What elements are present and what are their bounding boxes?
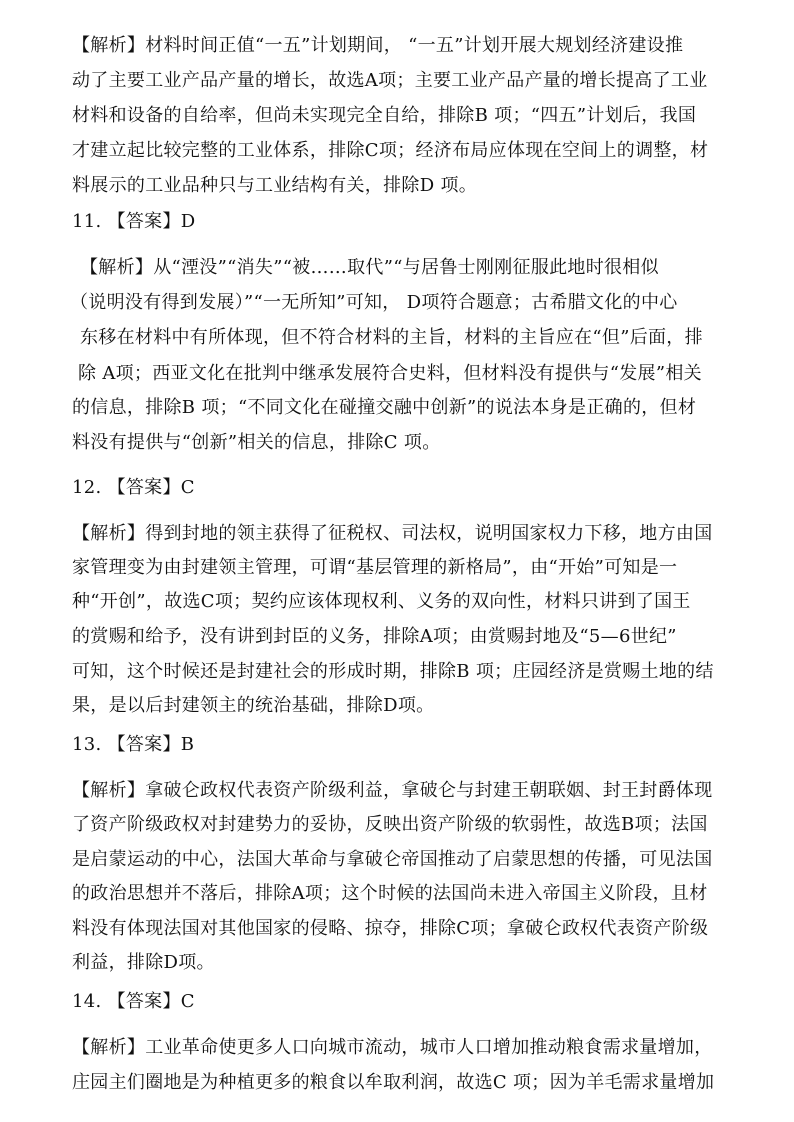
text-line: （说明没有得到发展）”“一无所知”可知， D项符合题意；古希腊文化的中心 [70, 292, 678, 313]
text-line: 料没有体现法国对其他国家的侵略、掠夺，排除C项；拿破仑政权代表资产阶级 [72, 918, 709, 939]
text-line: 【解析】拿破仑政权代表资产阶级利益，拿破仑与封建王朝联姻、封王封爵体现 [72, 780, 713, 801]
text-line: 果，是以后封建领主的统治基础，排除D项。 [72, 695, 435, 716]
text-line: 可知，这个时候还是封建社会的形成时期，排除B 项；庄园经济是赏赐土地的结 [72, 661, 714, 682]
answer-line-12: 12. 【答案】C [72, 477, 195, 498]
text-line: 动了主要工业产品产量的增长，故选A项；主要工业产品产量的增长提高了工业 [72, 70, 708, 91]
answer-line-14: 14. 【答案】C [72, 991, 195, 1012]
text-line: 【解析】工业革命使更多人口向城市流动，城市人口增加推动粮食需求量增加， [72, 1037, 713, 1058]
text-line: 东移在材料中有所体现，但不符合材料的主旨，材料的主旨应在“但”后面，排 [80, 327, 703, 348]
text-line: 种“开创”，故选C项；契约应该体现权利、义务的双向性，材料只讲到了国王 [72, 591, 691, 612]
text-line: 的信息，排除B 项；“不同文化在碰撞交融中创新”的说法本身是正确的，但材 [72, 397, 697, 418]
text-line: 利益，排除D项。 [72, 952, 215, 973]
text-line: 除 A项；西亚文化在批判中继承发展符合史料，但材料没有提供与“发展”相关 [78, 363, 702, 384]
text-line: 【解析】材料时间正值“一五”计划期间， “一五”计划开展大规划经济建设推 [72, 35, 684, 56]
text-line: 了资产阶级政权对封建势力的妥协，反映出资产阶级的软弱性，故选B项；法国 [72, 814, 708, 835]
text-line: 才建立起比较完整的工业体系，排除C项；经济布局应体现在空间上的调整，材 [72, 140, 709, 161]
text-line: 料没有提供与“创新”相关的信息，排除C 项。 [72, 432, 441, 453]
text-line: 的赏赐和给予，没有讲到封臣的义务，排除A项；由赏赐封地及“5—6世纪” [72, 626, 677, 647]
text-line: 料展示的工业品种只与工业结构有关，排除D 项。 [72, 175, 478, 196]
text-line: 【解析】得到封地的领主获得了征税权、司法权，说明国家权力下移，地方由国 [72, 523, 713, 544]
text-line: 的政治思想并不落后，排除A项；这个时候的法国尚未进入帝国主义阶段，且材 [72, 883, 708, 904]
answer-line-11: 11. 【答案】D [72, 211, 196, 232]
answer-line-13: 13. 【答案】B [72, 734, 195, 755]
text-line: 庄园主们圈地是为种植更多的粮食以牟取利润，故选C 项；因为羊毛需求量增加 [72, 1072, 715, 1093]
text-line: 是启蒙运动的中心，法国大革命与拿破仑帝国推动了启蒙思想的传播，可见法国 [72, 849, 713, 870]
text-line: 材料和设备的自给率，但尚未实现完全自给，排除B 项；“四五”计划后，我国 [72, 105, 697, 126]
text-line: 【解析】从“湮没”“消失”“被……取代”“与居鲁士刚刚征服此地时很相似 [80, 257, 659, 278]
text-line: 家管理变为由封建领主管理，可谓“基层管理的新格局”，由“开始”可知是一 [72, 557, 678, 578]
